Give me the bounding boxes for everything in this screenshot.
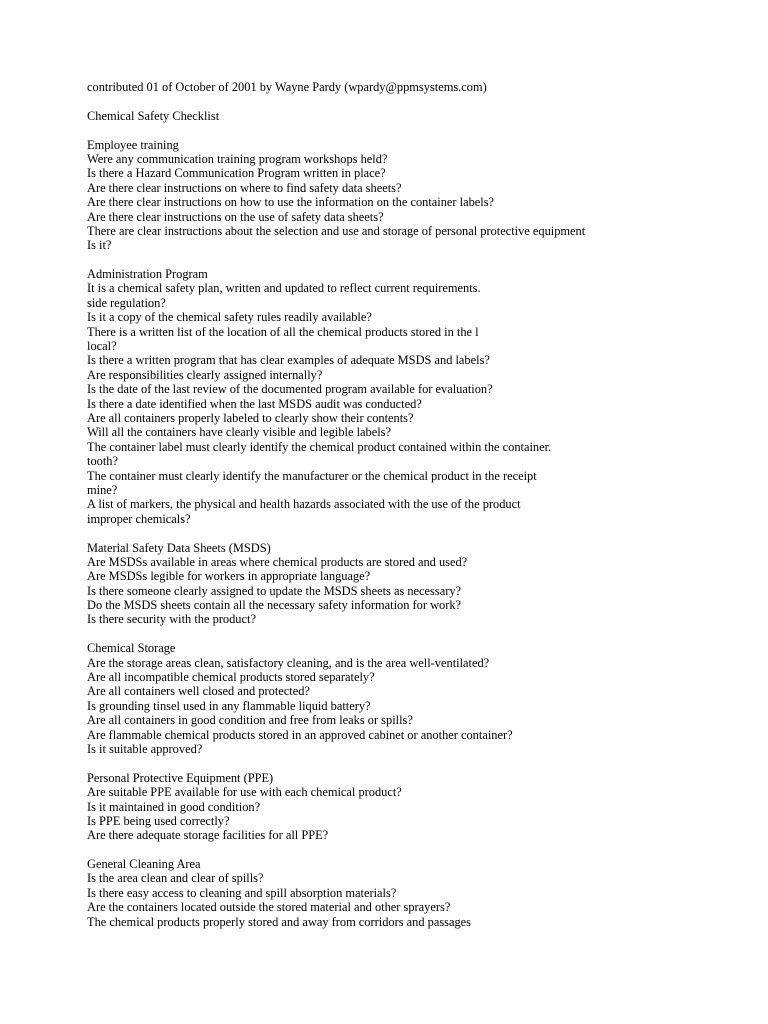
contributor-line: contributed 01 of October of 2001 by Wayne Pardy (wpardy@ppmsystems.com) xyxy=(87,80,487,94)
checklist-item: Is it suitable approved? xyxy=(87,741,203,756)
checklist-item: Are suitable PPE available for use with each chemical product? xyxy=(87,785,402,800)
checklist-item: Are there adequate storage facilities for all PPE? xyxy=(87,828,329,843)
checklist-section xyxy=(87,641,757,756)
checklist-item: Do the MSDS sheets contain all the necessary safety information for work? xyxy=(87,598,462,613)
checklist-item: Are the containers located outside the stored material and other sprayers? xyxy=(87,900,451,915)
checklist-item: side regulation? xyxy=(87,295,166,310)
checklist-item: Is PPE being used correctly? xyxy=(87,813,230,828)
spacer xyxy=(87,253,757,267)
checklist-section xyxy=(87,267,757,526)
checklist-item: Is the area clean and clear of spills? xyxy=(87,871,264,886)
checklist-section xyxy=(87,771,757,843)
checklist-item: Is there a written program that has clear examples of adequate MSDS and labels? xyxy=(87,353,490,368)
checklist-item: Are all incompatible chemical products stored separately? xyxy=(87,670,375,685)
checklist-item: Are there clear instructions on how to use the information on the container labels? xyxy=(87,195,495,210)
checklist-item: Are flammable chemical products stored in an approved cabinet or another container? xyxy=(87,727,513,742)
checklist-item: The container label must clearly identify the chemical product contained within the container. xyxy=(87,439,552,454)
checklist-item: improper chemicals? xyxy=(87,511,191,526)
document-page xyxy=(87,80,757,929)
checklist-item: Are there clear instructions on where to find safety data sheets? xyxy=(87,180,402,195)
spacer xyxy=(87,123,757,137)
checklist-item: The container must clearly identify the manufacturer or the chemical product in the receipt xyxy=(87,468,537,483)
checklist-item: Is there a Hazard Communication Program written in place? xyxy=(87,166,386,181)
checklist-item: Are MSDSs legible for workers in appropriate language? xyxy=(87,569,371,584)
checklist-item: Are MSDSs available in areas where chemical products are stored and used? xyxy=(87,554,468,569)
checklist-section xyxy=(87,541,757,627)
section-heading: Personal Protective Equipment (PPE) xyxy=(87,770,274,785)
checklist-item: Is there a date identified when the last MSDS audit was conducted? xyxy=(87,396,422,411)
checklist-section xyxy=(87,138,757,253)
spacer xyxy=(87,94,757,108)
checklist-item: Are the storage areas clean, satisfactory cleaning, and is the area well-ventilated? xyxy=(87,655,490,670)
spacer xyxy=(87,627,757,641)
checklist-item: Is grounding tinsel used in any flammable liquid battery? xyxy=(87,698,371,713)
checklist-item: Are responsibilities clearly assigned internally? xyxy=(87,367,323,382)
checklist-item: Is the date of the last review of the documented program available for evaluation? xyxy=(87,382,493,397)
checklist-item: Is there someone clearly assigned to update the MSDS sheets as necessary? xyxy=(87,583,462,598)
checklist-item: Will all the containers have clearly visible and legible labels? xyxy=(87,425,391,440)
checklist-item: Are all containers properly labeled to clearly show their contents? xyxy=(87,410,414,425)
spacer xyxy=(87,756,757,770)
section-heading: Material Safety Data Sheets (MSDS) xyxy=(87,540,271,555)
section-heading: Administration Program xyxy=(87,267,208,282)
checklist-item: A list of markers, the physical and health hazards associated with the use of the product xyxy=(87,497,521,512)
checklist-sections xyxy=(87,138,757,929)
checklist-section xyxy=(87,857,757,929)
spacer xyxy=(87,526,757,540)
checklist-item: The chemical products properly stored and away from corridors and passages xyxy=(87,914,471,929)
checklist-item: Are there clear instructions on the use of safety data sheets? xyxy=(87,209,384,224)
checklist-item: local? xyxy=(87,339,117,354)
section-heading: Chemical Storage xyxy=(87,641,176,656)
checklist-item: Is there security with the product? xyxy=(87,612,256,627)
checklist-item: It is a chemical safety plan, written and updated to reflect current requirements. xyxy=(87,281,481,296)
checklist-item: Is there easy access to cleaning and spill absorption materials? xyxy=(87,885,397,900)
checklist-item: Are all containers well closed and protected? xyxy=(87,684,310,699)
section-heading: General Cleaning Area xyxy=(87,857,201,872)
spacer xyxy=(87,843,757,857)
checklist-item: mine? xyxy=(87,482,118,497)
checklist-item: Is it a copy of the chemical safety rules readily available? xyxy=(87,310,372,325)
section-heading: Employee training xyxy=(87,137,179,152)
checklist-item: Are all containers in good condition and free from leaks or spills? xyxy=(87,713,413,728)
checklist-item: Is it maintained in good condition? xyxy=(87,799,261,814)
checklist-item: tooth? xyxy=(87,454,118,469)
document-title: Chemical Safety Checklist xyxy=(87,108,220,123)
checklist-item: Is it? xyxy=(87,238,112,253)
checklist-item: There are clear instructions about the selection and use and storage of personal protective equipment xyxy=(87,223,586,238)
checklist-item: There is a written list of the location of all the chemical products stored in the l xyxy=(87,324,479,339)
checklist-item: Were any communication training program workshops held? xyxy=(87,151,388,166)
